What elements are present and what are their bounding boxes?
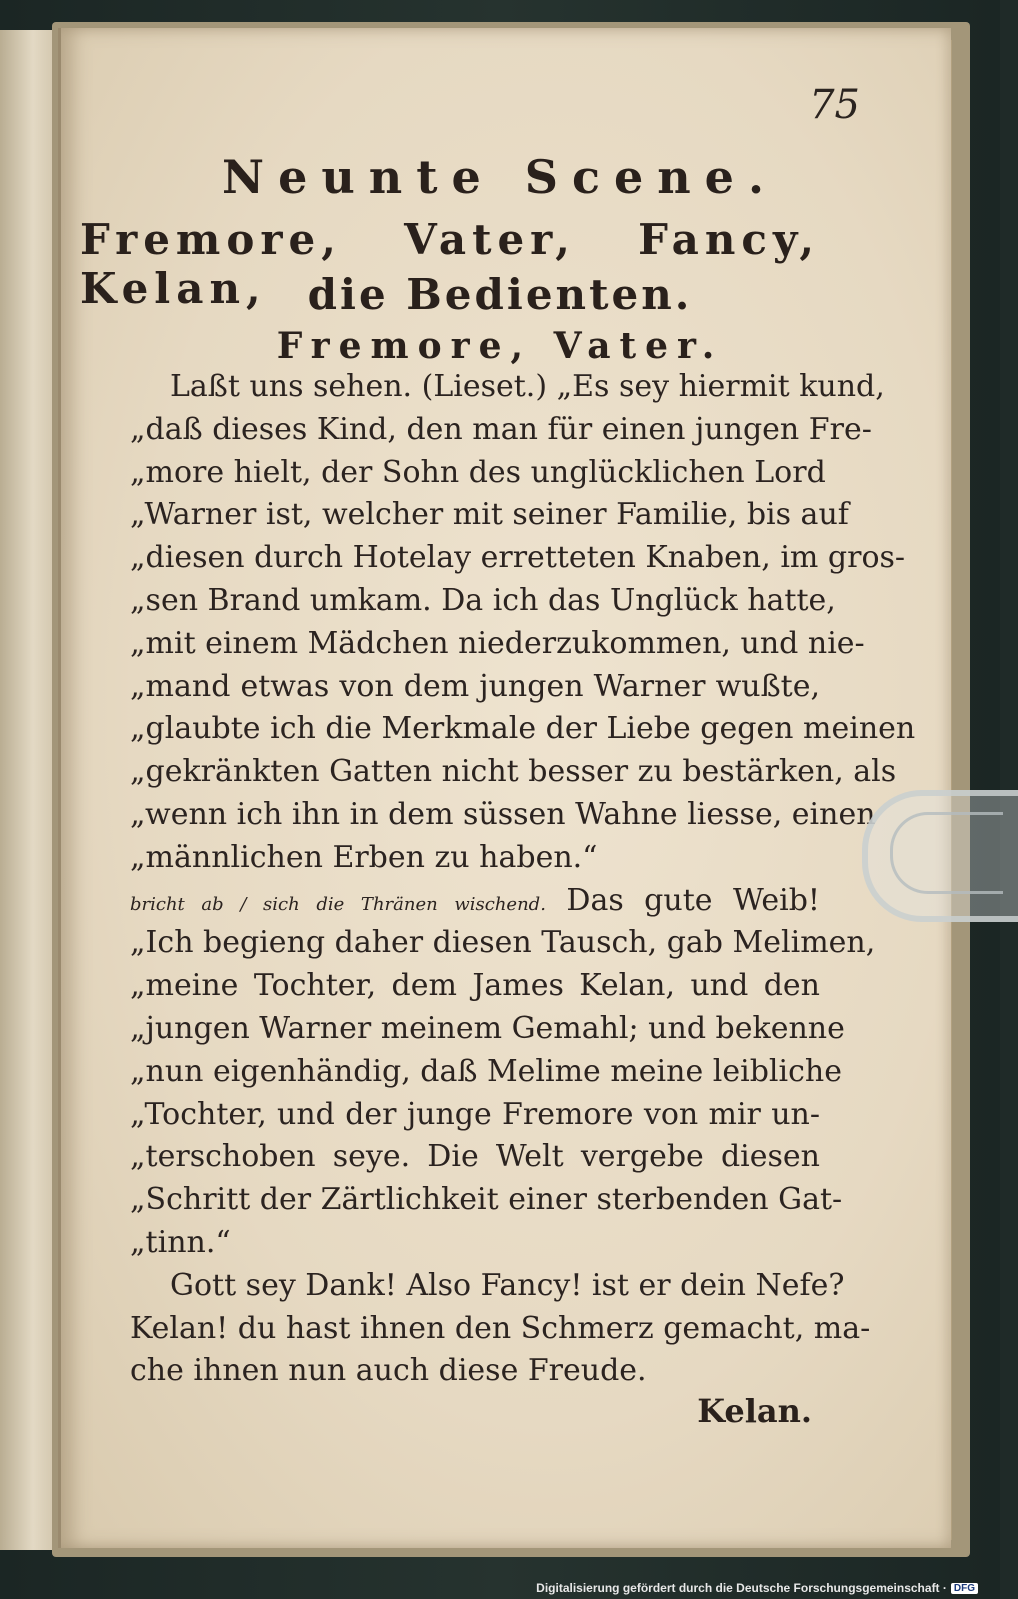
line-text: „sen Brand umkam. Da ich das Unglück hatte,: [130, 582, 836, 618]
cast-list-line-2: die Bedienten.: [307, 270, 693, 319]
body-text: [130, 366, 916, 1393]
text-line: [130, 751, 897, 794]
page-number: 75: [809, 82, 860, 128]
page-clip-inner: [890, 812, 1003, 894]
line-text: „tinn.“: [130, 1224, 231, 1260]
text-line: [130, 452, 826, 495]
line-text: „more hielt, der Sohn des unglücklichen Lord: [130, 454, 826, 490]
text-line: [130, 366, 885, 409]
text-line: [130, 1308, 871, 1351]
line-text: „gekränkten Gatten nicht besser zu bestärken, als: [130, 754, 897, 790]
stage-direction: bricht ab / sich die Thränen wischend.: [130, 893, 546, 915]
credit-text: Digitalisierung gefördert durch die Deutsche Forschungsgemeinschaft ·: [536, 1581, 947, 1595]
text-line: [130, 1008, 845, 1051]
text-line: [130, 1136, 820, 1179]
text-line: [130, 1179, 843, 1222]
dfg-logo: DFG: [951, 1583, 978, 1594]
line-text: Das gute Weib!: [566, 882, 820, 918]
text-line: [130, 1222, 820, 1265]
line-text: „wenn ich ihn in dem süssen Wahne liesse, einen: [130, 796, 876, 832]
text-line: [130, 666, 820, 709]
text-line: [130, 494, 849, 537]
text-line: [130, 409, 872, 452]
line-text: „glaubte ich die Merkmale der Liebe gegen meinen: [130, 711, 916, 747]
line-text: „mit einem Mädchen niederzukommen, und nie-: [130, 625, 865, 661]
speaker-heading: Fremore, Vater.: [276, 325, 724, 367]
line-text: Laßt uns sehen. (Lieset.) „Es sey hiermit kund,: [170, 369, 885, 404]
text-line: [130, 965, 820, 1008]
scene-title: Neunte Scene.: [222, 150, 778, 204]
line-text: „Ich begieng daher diesen Tausch, gab Melimen,: [130, 925, 876, 961]
line-text: „daß dieses Kind, den man für einen jungen Fre-: [130, 411, 872, 447]
text-line: [130, 922, 876, 965]
digitization-credit: [536, 1581, 978, 1595]
text-line: [130, 623, 865, 666]
text-line: [130, 580, 836, 623]
line-text: „terschoben seye. Die Welt vergebe diesen: [130, 1139, 820, 1175]
line-text: che ihnen nun auch diese Freude.: [130, 1353, 647, 1389]
text-line: [130, 1051, 842, 1094]
catchword: Kelan.: [697, 1392, 812, 1430]
line-text: „meine Tochter, dem James Kelan, und den: [130, 968, 820, 1004]
line-text: „nun eigenhändig, daß Melime meine leibliche: [130, 1053, 842, 1089]
text-line: [130, 1265, 845, 1308]
line-text: „Warner ist, welcher mit seiner Familie, bis auf: [130, 497, 849, 533]
line-text: „männlichen Erben zu haben.“: [130, 839, 598, 875]
line-text: „Schritt der Zärtlichkeit einer sterbenden Gat-: [130, 1182, 843, 1218]
line-text: Gott sey Dank! Also Fancy! ist er dein Nefe?: [170, 1267, 845, 1303]
line-text: „Tochter, und der junge Fremore von mir un-: [130, 1096, 820, 1132]
line-text: „diesen durch Hotelay erretteten Knaben, im gros-: [130, 540, 906, 576]
text-line: [130, 794, 876, 837]
line-text: „mand etwas von dem jungen Warner wußte,: [130, 668, 820, 704]
text-line: [130, 708, 916, 751]
line-text: Kelan! du hast ihnen den Schmerz gemacht, ma-: [130, 1310, 871, 1346]
text-line: [130, 537, 906, 580]
line-text: „jungen Warner meinem Gemahl; und bekenne: [130, 1010, 845, 1046]
text-line: [130, 1094, 820, 1137]
cast-list-line-1: Fremore, Vater, Fancy, Kelan,: [80, 215, 820, 313]
text-line: [130, 880, 820, 923]
text-line: [130, 837, 820, 880]
text-line: [130, 1350, 820, 1393]
